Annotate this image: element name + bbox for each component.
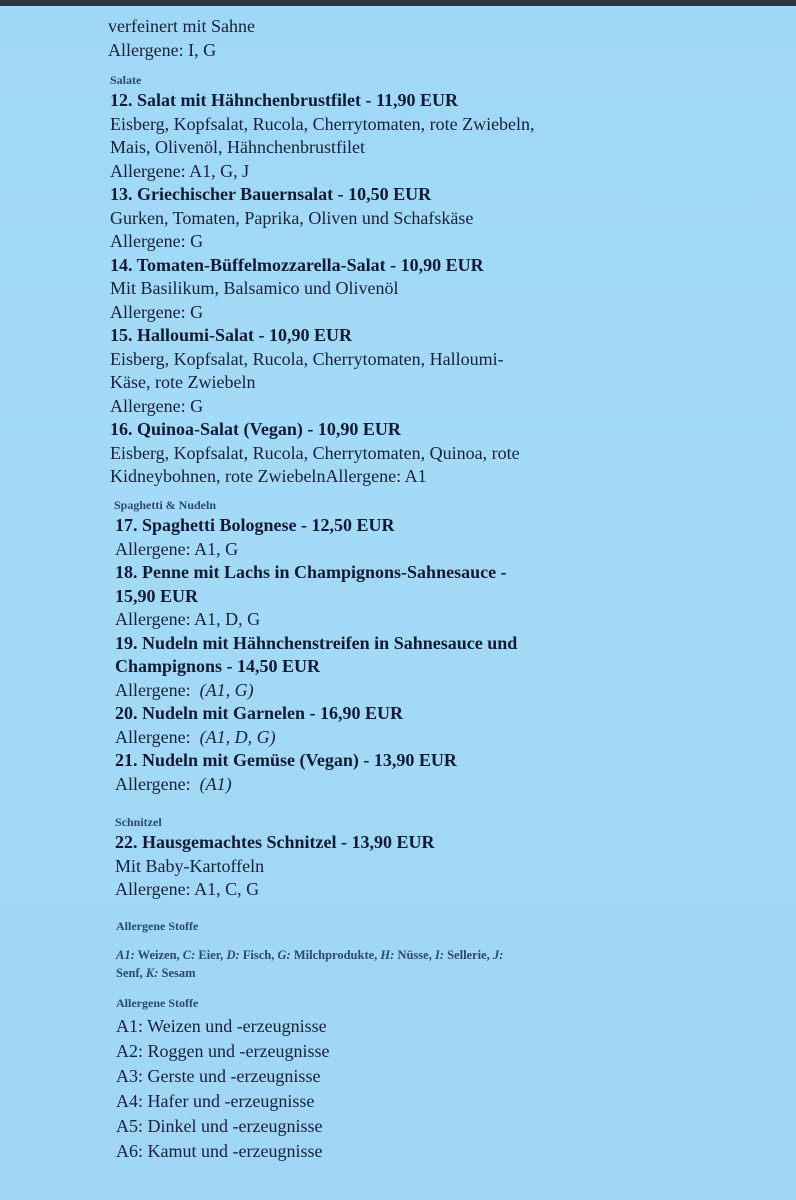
- salads-list: [110, 89, 535, 489]
- dish-19-title: 19. Nudeln mit Hähnchenstreifen in Sahnesauce und: [115, 632, 518, 653]
- dish-13-desc: Gurken, Tomaten, Paprika, Oliven und Schafskäse: [110, 207, 474, 228]
- dish-12-allergens: Allergene: A1, G, J: [110, 160, 250, 181]
- dish-13-allergens: Allergene: G: [110, 231, 204, 251]
- dish-20-title: 20. Nudeln mit Garnelen - 16,90 EUR: [115, 703, 403, 723]
- allergen-legend-title: Allergene Stoffe: [116, 919, 199, 933]
- allergen-list-item: A4: Hafer und -erzeugnisse: [116, 1091, 315, 1111]
- allergen-list-item: A1: Weizen und -erzeugnisse: [116, 1016, 327, 1036]
- salads-section: [110, 72, 141, 88]
- intro-block: [108, 15, 255, 62]
- section-title-salads: Salate: [110, 73, 142, 87]
- dish-12-title: 12. Salat mit Hähnchenbrustfilet - 11,90 EUR: [110, 90, 459, 110]
- allergen-legend: [116, 946, 596, 982]
- dish-19-allergens: Allergene: (A1, G): [115, 679, 254, 700]
- intro-allergens: Allergene: I, G: [108, 39, 217, 60]
- allergen-list: [116, 1014, 329, 1164]
- pasta-section: [114, 497, 216, 513]
- allergen-legend-line: Senf, K: Sesam: [116, 966, 196, 980]
- allergen-legend-line: A1: Weizen, C: Eier, D: Fisch, G: Milchprodukte, H: Nüsse, I: Sellerie, J:: [116, 948, 504, 962]
- allergen-list-item: A5: Dinkel und -erzeugnisse: [116, 1116, 323, 1136]
- allergen-codes: (A1, G): [199, 679, 254, 700]
- dish-12-desc: Mais, Olivenöl, Hähnchenbrustfilet: [110, 137, 365, 157]
- intro-desc: verfeinert mit Sahne: [108, 16, 255, 36]
- dish-16-desc: Kidneybohnen, rote ZwiebelnAllergene: A1: [110, 466, 427, 486]
- photo-top-edge: [0, 0, 796, 6]
- dish-15-title: 15. Halloumi-Salat - 10,90 EUR: [110, 325, 353, 345]
- dish-15-allergens: Allergene: G: [110, 395, 204, 416]
- dish-22-title: 22. Hausgemachtes Schnitzel - 13,90 EUR: [115, 832, 435, 852]
- dish-14-allergens: Allergene: G: [110, 301, 204, 322]
- allergen-codes: (A1, D, G): [199, 726, 276, 747]
- section-title-pasta: Spaghetti & Nudeln: [114, 498, 217, 512]
- dish-17-allergens: Allergene: A1, G: [115, 538, 239, 559]
- dish-18-allergens: Allergene: A1, D, G: [115, 609, 261, 629]
- dish-14-desc: Mit Basilikum, Balsamico und Olivenöl: [110, 278, 399, 298]
- allergen-list-title-block: [116, 995, 198, 1011]
- dish-19-title: Champignons - 14,50 EUR: [115, 656, 321, 676]
- section-title-schnitzel: Schnitzel: [115, 815, 162, 829]
- dish-21-title: 21. Nudeln mit Gemüse (Vegan) - 13,90 EUR: [115, 750, 457, 770]
- dish-16-desc: Eisberg, Kopfsalat, Rucola, Cherrytomaten, Quinoa, rote: [110, 442, 520, 463]
- allergen-list-title: Allergene Stoffe: [116, 996, 199, 1010]
- allergen-codes: (A1): [199, 773, 232, 794]
- dish-21-allergens: Allergene: (A1): [115, 773, 232, 794]
- dish-13-title: 13. Griechischer Bauernsalat - 10,50 EUR: [110, 184, 432, 204]
- pasta-list: [115, 514, 517, 796]
- schnitzel-section: [115, 814, 162, 830]
- dish-20-allergens: Allergene: (A1, D, G): [115, 726, 276, 747]
- dish-18-title: 15,90 EUR: [115, 585, 199, 606]
- dish-22-desc: Mit Baby-Kartoffeln: [115, 855, 265, 876]
- dish-15-desc: Käse, rote Zwiebeln: [110, 372, 256, 392]
- dish-17-title: 17. Spaghetti Bolognese - 12,50 EUR: [115, 515, 395, 535]
- allergen-list-item: A3: Gerste und -erzeugnisse: [116, 1066, 321, 1086]
- allergen-legend-title-block: [116, 918, 198, 934]
- dish-14-title: 14. Tomaten-Büffelmozzarella-Salat - 10,90 EUR: [110, 254, 484, 275]
- dish-22-allergens: Allergene: A1, C, G: [115, 879, 260, 899]
- allergen-list-item: A6: Kamut und -erzeugnisse: [116, 1141, 323, 1161]
- dish-15-desc: Eisberg, Kopfsalat, Rucola, Cherrytomaten, Halloumi-: [110, 348, 504, 369]
- dish-12-desc: Eisberg, Kopfsalat, Rucola, Cherrytomaten, rote Zwiebeln,: [110, 113, 535, 134]
- schnitzel-list: [115, 831, 434, 902]
- dish-16-title: 16. Quinoa-Salat (Vegan) - 10,90 EUR: [110, 419, 401, 439]
- allergen-list-item: A2: Roggen und -erzeugnisse: [116, 1041, 330, 1061]
- dish-18-title: 18. Penne mit Lachs in Champignons-Sahnesauce -: [115, 562, 507, 582]
